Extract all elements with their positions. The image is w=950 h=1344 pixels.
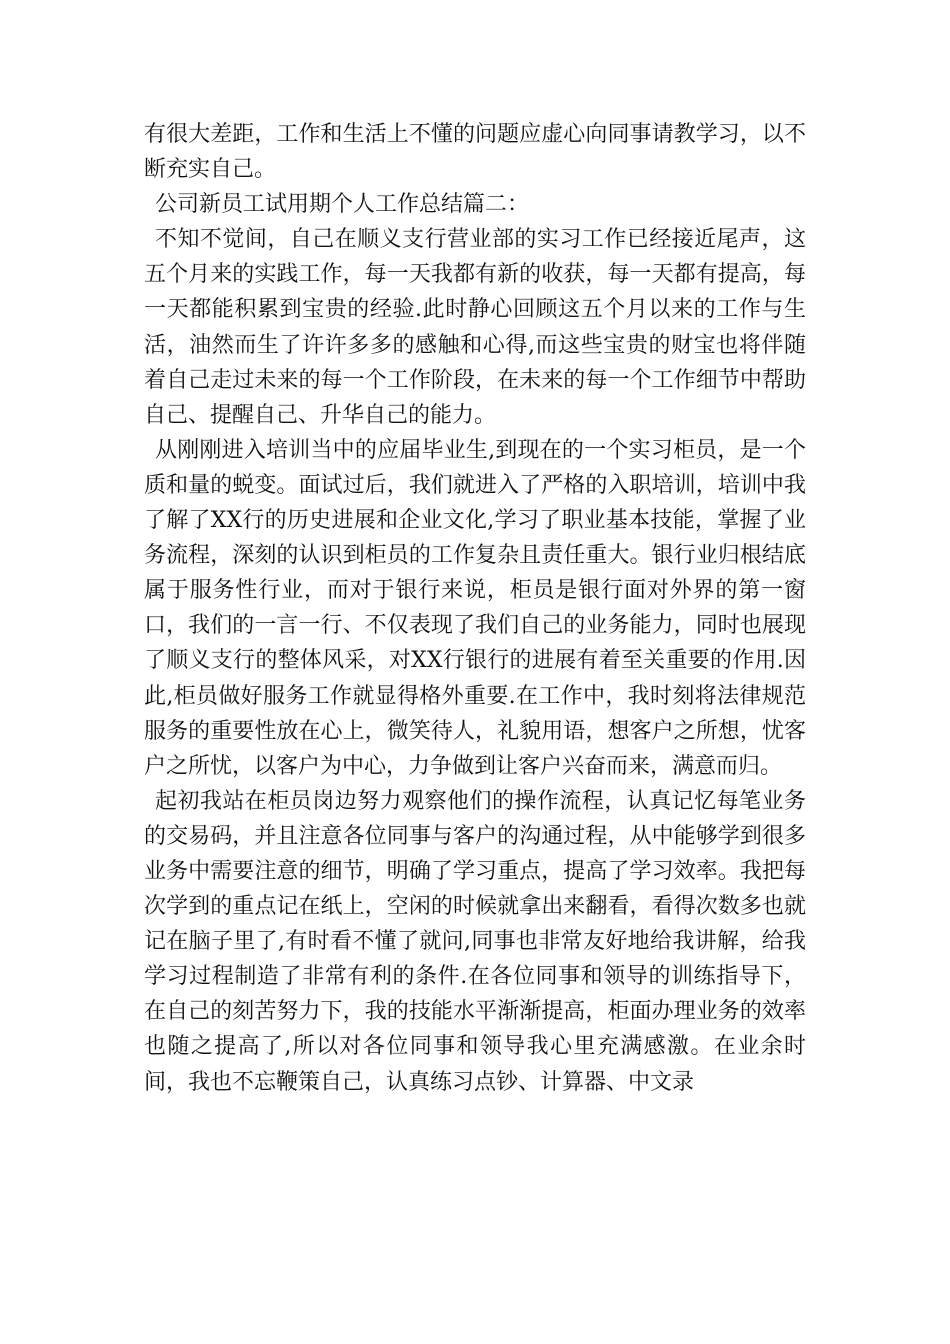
paragraph-continuation: 有很大差距，工作和生活上不懂的问题应虚心向同事请教学习，以不断充实自己。: [144, 122, 806, 183]
paragraph: 起初我站在柜员岗边努力观察他们的操作流程，认真记忆每笔业务的交易码，并且注意各位同事与客户的沟通过程，从中能够学到很多业务中需要注意的细节，明确了学习重点，提高了学习效率。我把每次学到的重点记在纸上，空闲的时候就拿出来翻看，看得次数多也就记在脑子里了,有时看不懂了就问,同事也非常友好地给我讲解，给我学习过程制造了非常有利的条件.在各位同事和领导的训练指导下，在自己的刻苦努力下，我的技能水平渐渐提高，柜面办理业务的效率也随之提高了,所以对各位同事和领导我心里充满感激。在业余时间，我也不忘鞭策自己，认真练习点钞、计算器、中文录: [144, 788, 806, 1095]
section-heading: 公司新员工试用期个人工作总结篇二：: [155, 192, 530, 218]
document-body: [144, 117, 806, 1100]
paragraph: 从刚刚进入培训当中的应届毕业生,到现在的一个实习柜员，是一个质和量的蜕变。面试过后，我们就进入了严格的入职培训，培训中我了解了XX行的历史进展和企业文化,学习了职业基本技能，掌握了业务流程，深刻的认识到柜员的工作复杂且责任重大。银行业归根结底属于服务性行业，而对于银行来说，柜员是银行面对外界的第一窗口，我们的一言一行、不仅表现了我们自己的业务能力，同时也展现了顺义支行的整体风采，对XX行银行的进展有着至关重要的作用.因此,柜员做好服务工作就显得格外重要.在工作中，我时刻将法律规范服务的重要性放在心上，微笑待人，礼貌用语，想客户之所想，忧客户之所忧，以客户为中心，力争做到让客户兴奋而来，满意而归。: [144, 437, 806, 779]
paragraph: 不知不觉间，自己在顺义支行营业部的实习工作已经接近尾声，这五个月来的实践工作，每一天我都有新的收获，每一天都有提高，每一天都能积累到宝贵的经验.此时静心回顾这五个月以来的工作与生活，油然而生了许许多多的感触和心得,而这些宝贵的财宝也将伴随着自己走过未来的每一个工作阶段，在未来的每一个工作细节中帮助自己、提醒自己、升华自己的能力。: [144, 227, 806, 428]
